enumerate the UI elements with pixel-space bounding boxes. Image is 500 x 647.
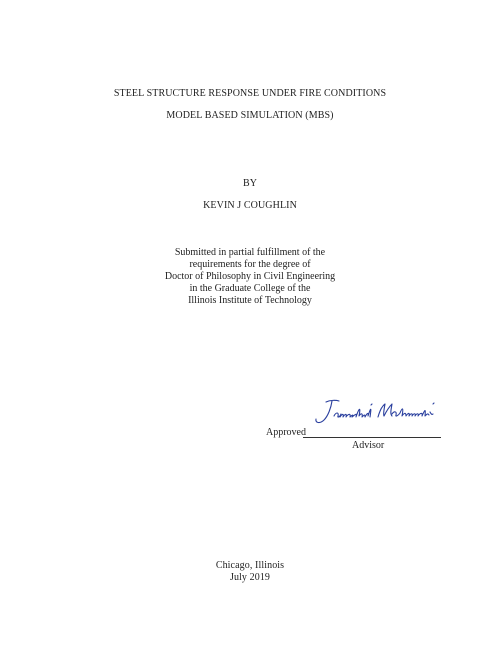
location: Chicago, Illinois [215,560,285,571]
advisor-signature [312,396,447,430]
submission-line-2: requirements for the degree of [189,259,311,270]
by-label: BY [242,178,258,189]
signature-line [303,437,441,438]
thesis-title-line-2: MODEL BASED SIMULATION (MBS) [166,110,334,121]
approved-label: Approved [266,427,306,438]
submission-line-1: Submitted in partial fulfillment of the [174,247,326,258]
submission-line-4: in the Graduate College of the [189,283,311,294]
submission-line-5: Illinois Institute of Technology [188,295,312,306]
thesis-title-line-1: STEEL STRUCTURE RESPONSE UNDER FIRE CONDITIONS [113,88,387,99]
submission-line-3: Doctor of Philosophy in Civil Engineering [164,271,336,282]
advisor-label: Advisor [352,440,385,451]
submission-statement [0,247,500,307]
submission-date: July 2019 [229,572,271,583]
author-name: KEVIN J COUGHLIN [203,200,297,211]
